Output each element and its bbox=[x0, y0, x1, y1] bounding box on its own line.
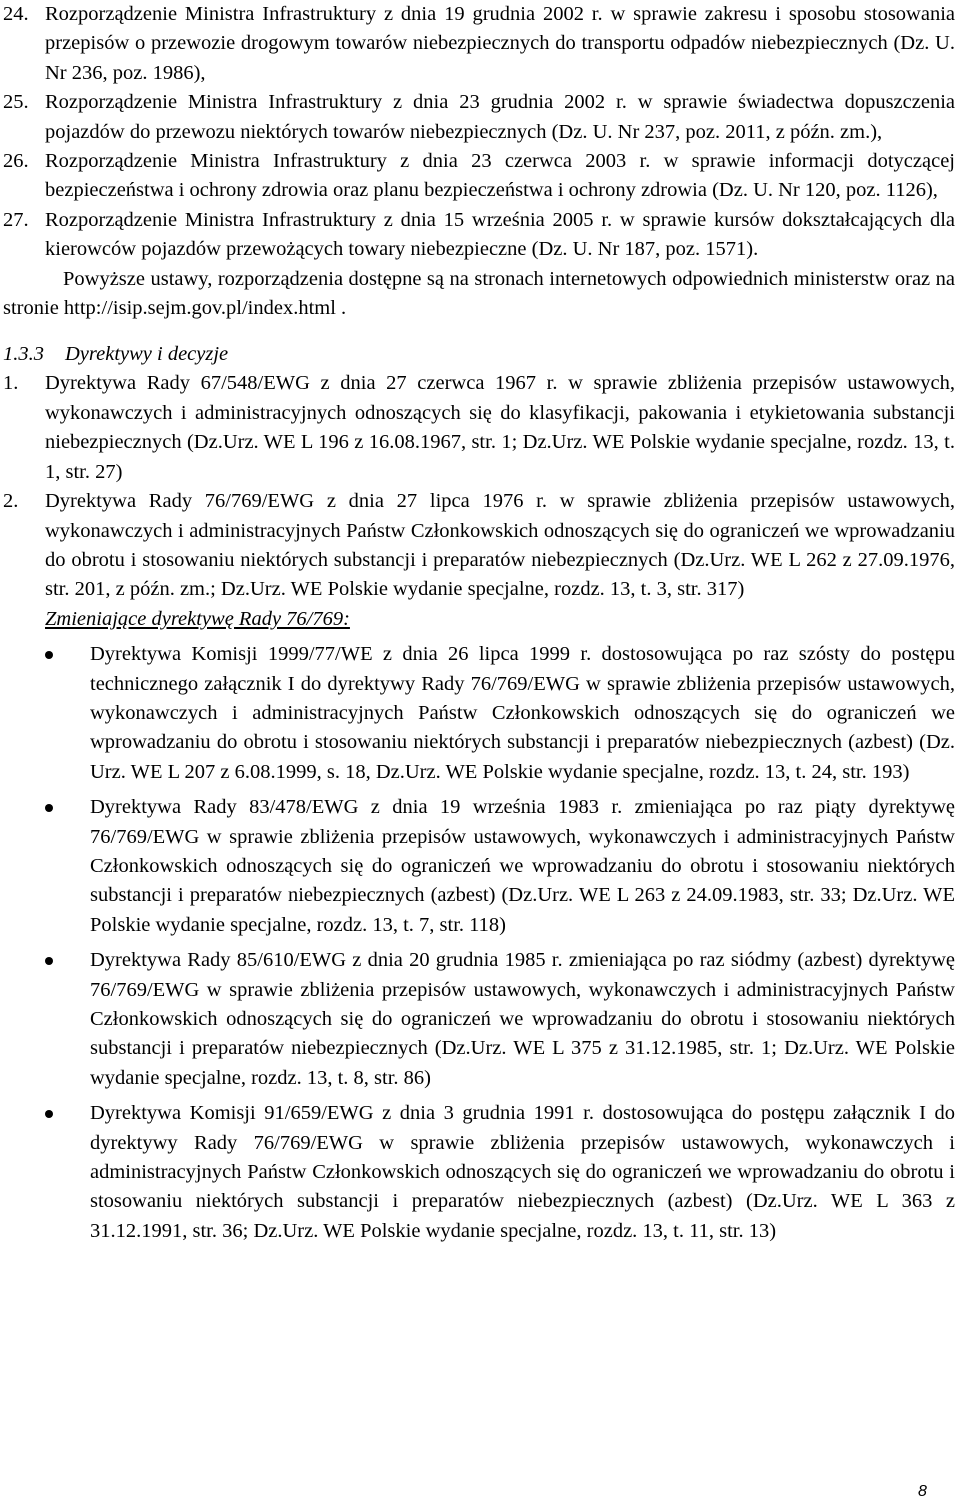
law-item-27 bbox=[0, 206, 960, 265]
list-item-text: Rozporządzenie Ministra Infrastruktury z dnia 23 grudnia 2002 r. w sprawie świadectwa dopuszczenia pojazdów do przewozu niektórych towarów niebezpiecznych (Dz. U. Nr 237, poz. 2011, z późn. zm.), bbox=[45, 91, 955, 143]
page-number: 8 bbox=[918, 1483, 927, 1500]
list-number: 25. bbox=[3, 91, 29, 114]
amending-item-2 bbox=[0, 793, 960, 940]
section-title: Dyrektywy i decyzje bbox=[65, 343, 229, 366]
list-item-text: Rozporządzenie Ministra Infrastruktury z dnia 15 września 2005 r. w sprawie kursów dokształcających dla kierowców pojazdów przewożących towary niebezpieczne (Dz. U. Nr 187, poz. 1571). bbox=[45, 208, 955, 261]
amending-item-3 bbox=[0, 946, 960, 1093]
list-item-text: Dyrektywa Komisji 91/659/EWG z dnia 3 grudnia 1991 r. dostosowująca do postępu załącznik I do dyrektywy Rady 76/769/EWG w sprawie zbliżenia przepisów ustawowych, wykonawczych i administracyjnych Państw Członkowskich odnoszących się do ograniczeń we wprowadzaniu do obrotu i stosowaniu niektórych substancji i preparatów niebezpiecznych (azbest) (Dz.Urz. WE L 363 z 31.12.1991, str. 36; Dz.Urz. WE Polskie wydanie specjalne, rozdz. 13, t. 11, str. 13) bbox=[90, 1102, 955, 1242]
section-number: 1.3.3 bbox=[3, 343, 44, 366]
directive-item-2 bbox=[0, 487, 960, 605]
section-heading bbox=[0, 339, 960, 369]
list-number: 24. bbox=[3, 3, 29, 25]
amending-heading: Zmieniające dyrektywę Rady 76/769: bbox=[45, 607, 350, 630]
bullet-icon bbox=[45, 1110, 53, 1118]
directive-item-1 bbox=[0, 369, 960, 487]
list-number: 2. bbox=[3, 490, 19, 513]
note-paragraph: Powyższe ustawy, rozporządzenia dostępne są na stronach internetowych odpowiednich ministerstw oraz na stronie http://isip.sejm.gov.pl/index.html . bbox=[3, 267, 955, 320]
bullet-icon bbox=[45, 651, 53, 659]
list-item-text: Dyrektywa Rady 85/610/EWG z dnia 20 grudnia 1985 r. zmieniająca po raz siódmy (azbest) dyrektywę 76/769/EWG w sprawie zbliżenia przepisów ustawowych, wykonawczych i administracyjnych Państw Członkowskich odnoszących się do ograniczeń we wprowadzaniu do obrotu i stosowaniu niektórych substancji i preparatów niebezpiecznych (Dz.Urz. WE L 375 z 31.12.1985, str. 1; Dz.Urz. WE Polskie wydanie specjalne, rozdz. 13, t. 8, str. 86) bbox=[90, 949, 955, 1089]
list-number: 1. bbox=[3, 372, 19, 395]
list-number: 26. bbox=[3, 150, 29, 173]
law-item-25 bbox=[0, 88, 960, 147]
amending-item-4 bbox=[0, 1099, 960, 1246]
list-item-text: Dyrektywa Rady 67/548/EWG z dnia 27 czerwca 1967 r. w sprawie zbliżenia przepisów ustawowych, wykonawczych i administracyjnych odnoszących się do klasyfikacji, pakowania i etykietowania substancji niebezpiecznych (Dz.Urz. WE L 196 z 16.08.1967, str. 1; Dz.Urz. WE Polskie wydanie specjalne, rozdz. 13, t. 1, str. 27) bbox=[45, 372, 955, 483]
bullet-icon bbox=[45, 804, 53, 812]
bullet-icon bbox=[45, 957, 53, 965]
list-item-text: Rozporządzenie Ministra Infrastruktury z dnia 23 czerwca 2003 r. w sprawie informacji dotyczącej bezpieczeństwa i ochrony zdrowia oraz planu bezpieczeństwa i ochrony zdrowia (Dz. U. Nr 120, poz. 1126), bbox=[45, 150, 955, 202]
list-number: 27. bbox=[3, 208, 29, 231]
list-item-text: Dyrektywa Rady 76/769/EWG z dnia 27 lipca 1976 r. w sprawie zbliżenia przepisów ustawowych, wykonawczych i administracyjnych Państw Członkowskich odnoszących się do ograniczeń we wprowadzaniu do obrotu i stosowaniu niektórych substancji i preparatów niebezpiecznych (Dz.Urz. WE L 262 z 27.09.1976, str. 201, z późn. zm.; Dz.Urz. WE Polskie wydanie specjalne, rozdz. 13, t. 3, str. 317) bbox=[45, 490, 955, 601]
law-item-26 bbox=[0, 147, 960, 206]
list-item-text: Dyrektywa Komisji 1999/77/WE z dnia 26 lipca 1999 r. dostosowująca po raz szósty do postępu technicznego załącznik I do dyrektywy Rady 76/769/EWG w sprawie zbliżenia przepisów ustawowych, wykonawczych i administracyjnych Państw Członkowskich odnoszących się do ograniczeń we wprowadzaniu do obrotu i stosowaniu niektórych substancji i preparatów niebezpiecznych (azbest) (Dz. Urz. WE L 207 z 6.08.1999, s. 18, Dz.Urz. WE Polskie wydanie specjalne, rozdz. 13, t. 24, str. 193) bbox=[90, 643, 955, 783]
list-item-text: Dyrektywa Rady 83/478/EWG z dnia 19 września 1983 r. zmieniająca po raz piąty dyrektywę 76/769/EWG w sprawie zbliżenia przepisów ustawowych, wykonawczych i administracyjnych Państw Członkowskich odnoszących się do ograniczeń we wprowadzaniu do obrotu i stosowaniu niektórych substancji i preparatów niebezpiecznych (azbest) (Dz.Urz. WE L 263 z 24.09.1983, str. 33; Dz.Urz. WE Polskie wydanie specjalne, rozdz. 13, t. 7, str. 118) bbox=[90, 796, 955, 936]
amending-item-1 bbox=[0, 640, 960, 787]
list-item-text: Rozporządzenie Ministra Infrastruktury z dnia 19 grudnia 2002 r. w sprawie zakresu i sposobu stosowania przepisów o przewozie drogowym towarów niebezpiecznych do transportu odpadów niebezpiecznych (Dz. U. Nr 236, poz. 1986), bbox=[45, 3, 955, 84]
law-item-24 bbox=[0, 0, 960, 88]
